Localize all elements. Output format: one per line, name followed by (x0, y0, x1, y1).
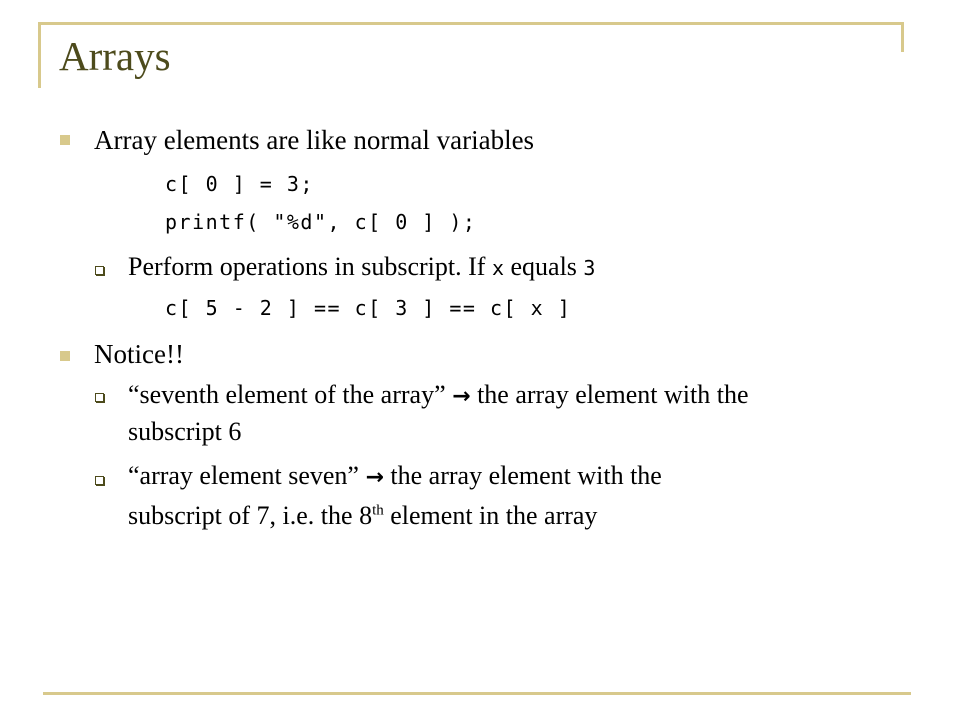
sub-bullet-icon (95, 476, 104, 485)
bullet-text-notice: Notice!! (94, 339, 184, 369)
sub-bullet-text: equals (503, 252, 584, 281)
code-line-assign: c[ 0 ] = 3; (165, 172, 314, 196)
quoted-phrase: “seventh element of the array” (128, 380, 446, 409)
sub-bullet-icon (95, 266, 104, 275)
right-arrow-icon: → (365, 465, 384, 490)
sub-bullet-text: element in the array (383, 501, 598, 530)
slide-title: Arrays (59, 33, 171, 79)
bullet-text-array-elements: Array elements are like normal variables (94, 125, 535, 155)
sub-bullet-seventh-element-cont: subscript 6 (128, 417, 242, 446)
frame-top-rule (38, 22, 904, 25)
sub-bullet-array-element-seven-cont (128, 503, 597, 529)
inline-code-3: 3 (583, 256, 596, 280)
bullet-square-icon (60, 135, 70, 145)
frame-bottom-rule (43, 692, 911, 695)
sub-bullet-text: subscript of 7, i.e. the 8 (128, 501, 373, 530)
sub-bullet-text: the array element with the (390, 461, 662, 490)
frame-right-rule (901, 22, 904, 52)
sub-bullet-text: Perform operations in subscript. If (128, 252, 492, 281)
code-line-subscript-equivalence: c[ 5 - 2 ] == c[ 3 ] == c[ x ] (165, 296, 572, 320)
superscript-th: th (372, 502, 384, 519)
sub-bullet-icon (95, 393, 104, 402)
sub-bullet-seventh-element (128, 382, 749, 408)
quoted-phrase: “array element seven” (128, 461, 359, 490)
inline-code-x: x (491, 256, 504, 280)
sub-bullet-array-element-seven (128, 463, 662, 489)
sub-bullet-perform-operations (128, 254, 595, 280)
right-arrow-icon: → (452, 384, 471, 409)
code-line-printf: printf( "%d", c[ 0 ] ); (165, 210, 477, 234)
bullet-square-icon (60, 351, 70, 361)
frame-left-rule (38, 22, 41, 88)
sub-bullet-text: the array element with the (477, 380, 749, 409)
